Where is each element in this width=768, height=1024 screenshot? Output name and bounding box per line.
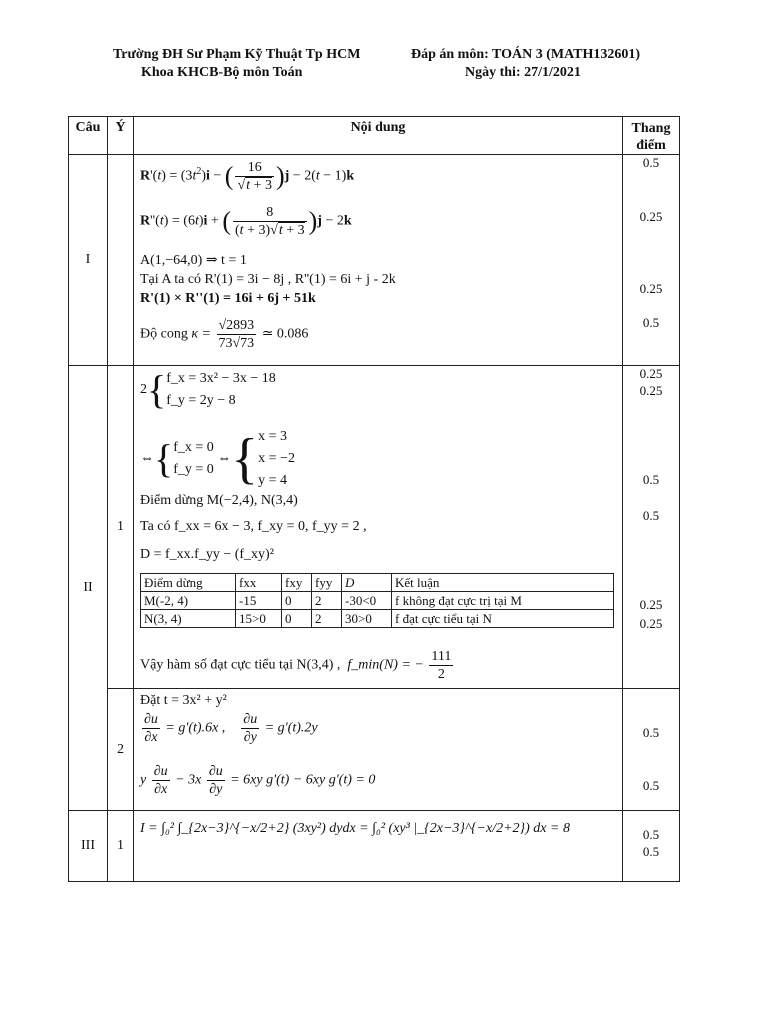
section-ii-part2-row — [69, 689, 680, 811]
answer-table — [68, 116, 680, 882]
section-ii-label: II — [69, 366, 108, 811]
section-iii-row — [69, 811, 680, 882]
section-i-scores: 0.5 0.25 0.25 0.5 — [623, 155, 680, 366]
section-ii-part1-scores: 0.25 0.25 0.5 0.5 0.25 0.25 — [623, 366, 680, 689]
section-i-row — [69, 155, 680, 366]
derivatives-at-a: Tại A ta có R'(1) = 3i − 8j , R''(1) = 6i + j - 2k — [140, 272, 396, 287]
classification-header-row: Điểm dừng fxx fxy fyy D Kết luận — [141, 574, 614, 592]
section-iii-part1-label: 1 — [108, 811, 134, 882]
section-iii-scores: 0.5 0.5 — [623, 811, 680, 882]
section-ii-part1-row — [69, 366, 680, 689]
department-name: Khoa KHCB-Bộ môn Toán — [141, 65, 303, 80]
cross-product: R'(1) × R''(1) = 16i + 6j + 51k — [140, 291, 316, 306]
section-i-label: I — [69, 155, 108, 366]
point-a-line: A(1,−64,0) ⇒ t = 1 — [140, 253, 247, 268]
verification-line: y $\frac{\partial u}{\partial x}$ − 3x $\frac{\partial u}{\partial y}$ = 6xy g'(t) − 6xy g'(t) = 0 — [140, 764, 376, 797]
exam-date: Ngày thi: 27/1/2021 — [465, 65, 581, 80]
section-ii-part2-label: 2 — [108, 689, 134, 811]
section-i-content — [134, 155, 623, 366]
exam-subject: Đáp án môn: TOÁN 3 (MATH132601) — [411, 47, 641, 62]
formula-r-double-prime: R''(t) = (6t)i + ( $\frac{8}{(t + 3)√t + 3}$ )j − 2k — [140, 205, 352, 238]
second-derivatives: Ta có f_xx = 6x − 3, f_xy = 0, f_yy = 2 , — [140, 519, 367, 534]
table-header-row — [69, 117, 680, 155]
section-iii-label: III — [69, 811, 108, 882]
header-thang-diem: Thang điểm — [623, 117, 680, 155]
stationary-system: ⇔{f_x = 0 f_y = 0 ⇔{x = 3 x = −2 y = 4 — [140, 428, 295, 490]
discriminant: D = f_xx.f_yy − (f_xy)² — [140, 547, 274, 562]
double-integral: I = ∫₀² ∫_{2x−3}^{−x/2+2} (3xy²) dydx = ∫₀² (xy³ |_{2x−3}^{−x/2+2}) dx = 8 — [140, 821, 570, 836]
partial-derivatives-system: 2{f_x = 3x² − 3x − 18 f_y = 2y − 8 — [140, 367, 276, 412]
header-noi-dung: Nội dung — [134, 117, 623, 155]
conclusion-line: Vậy hàm số đạt cực tiểu tại N(3,4) , f_min(N) = − $\frac{111}{2}$ — [140, 649, 452, 682]
header-cau: Câu — [69, 117, 108, 155]
table-row: N(3, 4) 15>0 0 2 30>0 f đạt cực tiểu tại N — [141, 610, 614, 628]
section-ii-part1-label: 1 — [108, 366, 134, 689]
classification-table — [140, 573, 614, 628]
stationary-points: Điểm dừng M(−2,4), N(3,4) — [140, 493, 298, 508]
substitution-line: Đặt t = 3x² + y² — [140, 693, 227, 708]
formula-r-prime: $R'(t) = (3t^2)i$ − ( $\frac{16}{√t + 3}$ )j − 2(t − 1)k — [140, 160, 355, 193]
table-row: M(-2, 4) -15 0 2 -30<0 f không đạt cực trị tại M — [141, 592, 614, 610]
section-ii-part2-content — [134, 689, 623, 811]
header-y: Ý — [108, 117, 134, 155]
curvature-fraction: $\frac{√2893}{73√73}$ — [218, 318, 255, 351]
school-name: Trường ĐH Sư Phạm Kỹ Thuật Tp HCM — [113, 47, 361, 62]
section-ii-part1-content — [134, 366, 623, 689]
curvature-line: Độ cong κ = $\frac{√2893}{73√73}$ ≃ 0.086 — [140, 318, 309, 351]
chain-rule-line: $\frac{\partial u}{\partial x}$ = g'(t).6x , $\frac{\partial u}{\partial y}$ = g'(t).2y — [144, 712, 318, 745]
section-ii-part2-scores: 0.5 0.5 — [623, 689, 680, 811]
section-iii-content — [134, 811, 623, 882]
fmin-fraction: $\frac{111}{2}$ — [431, 649, 452, 682]
